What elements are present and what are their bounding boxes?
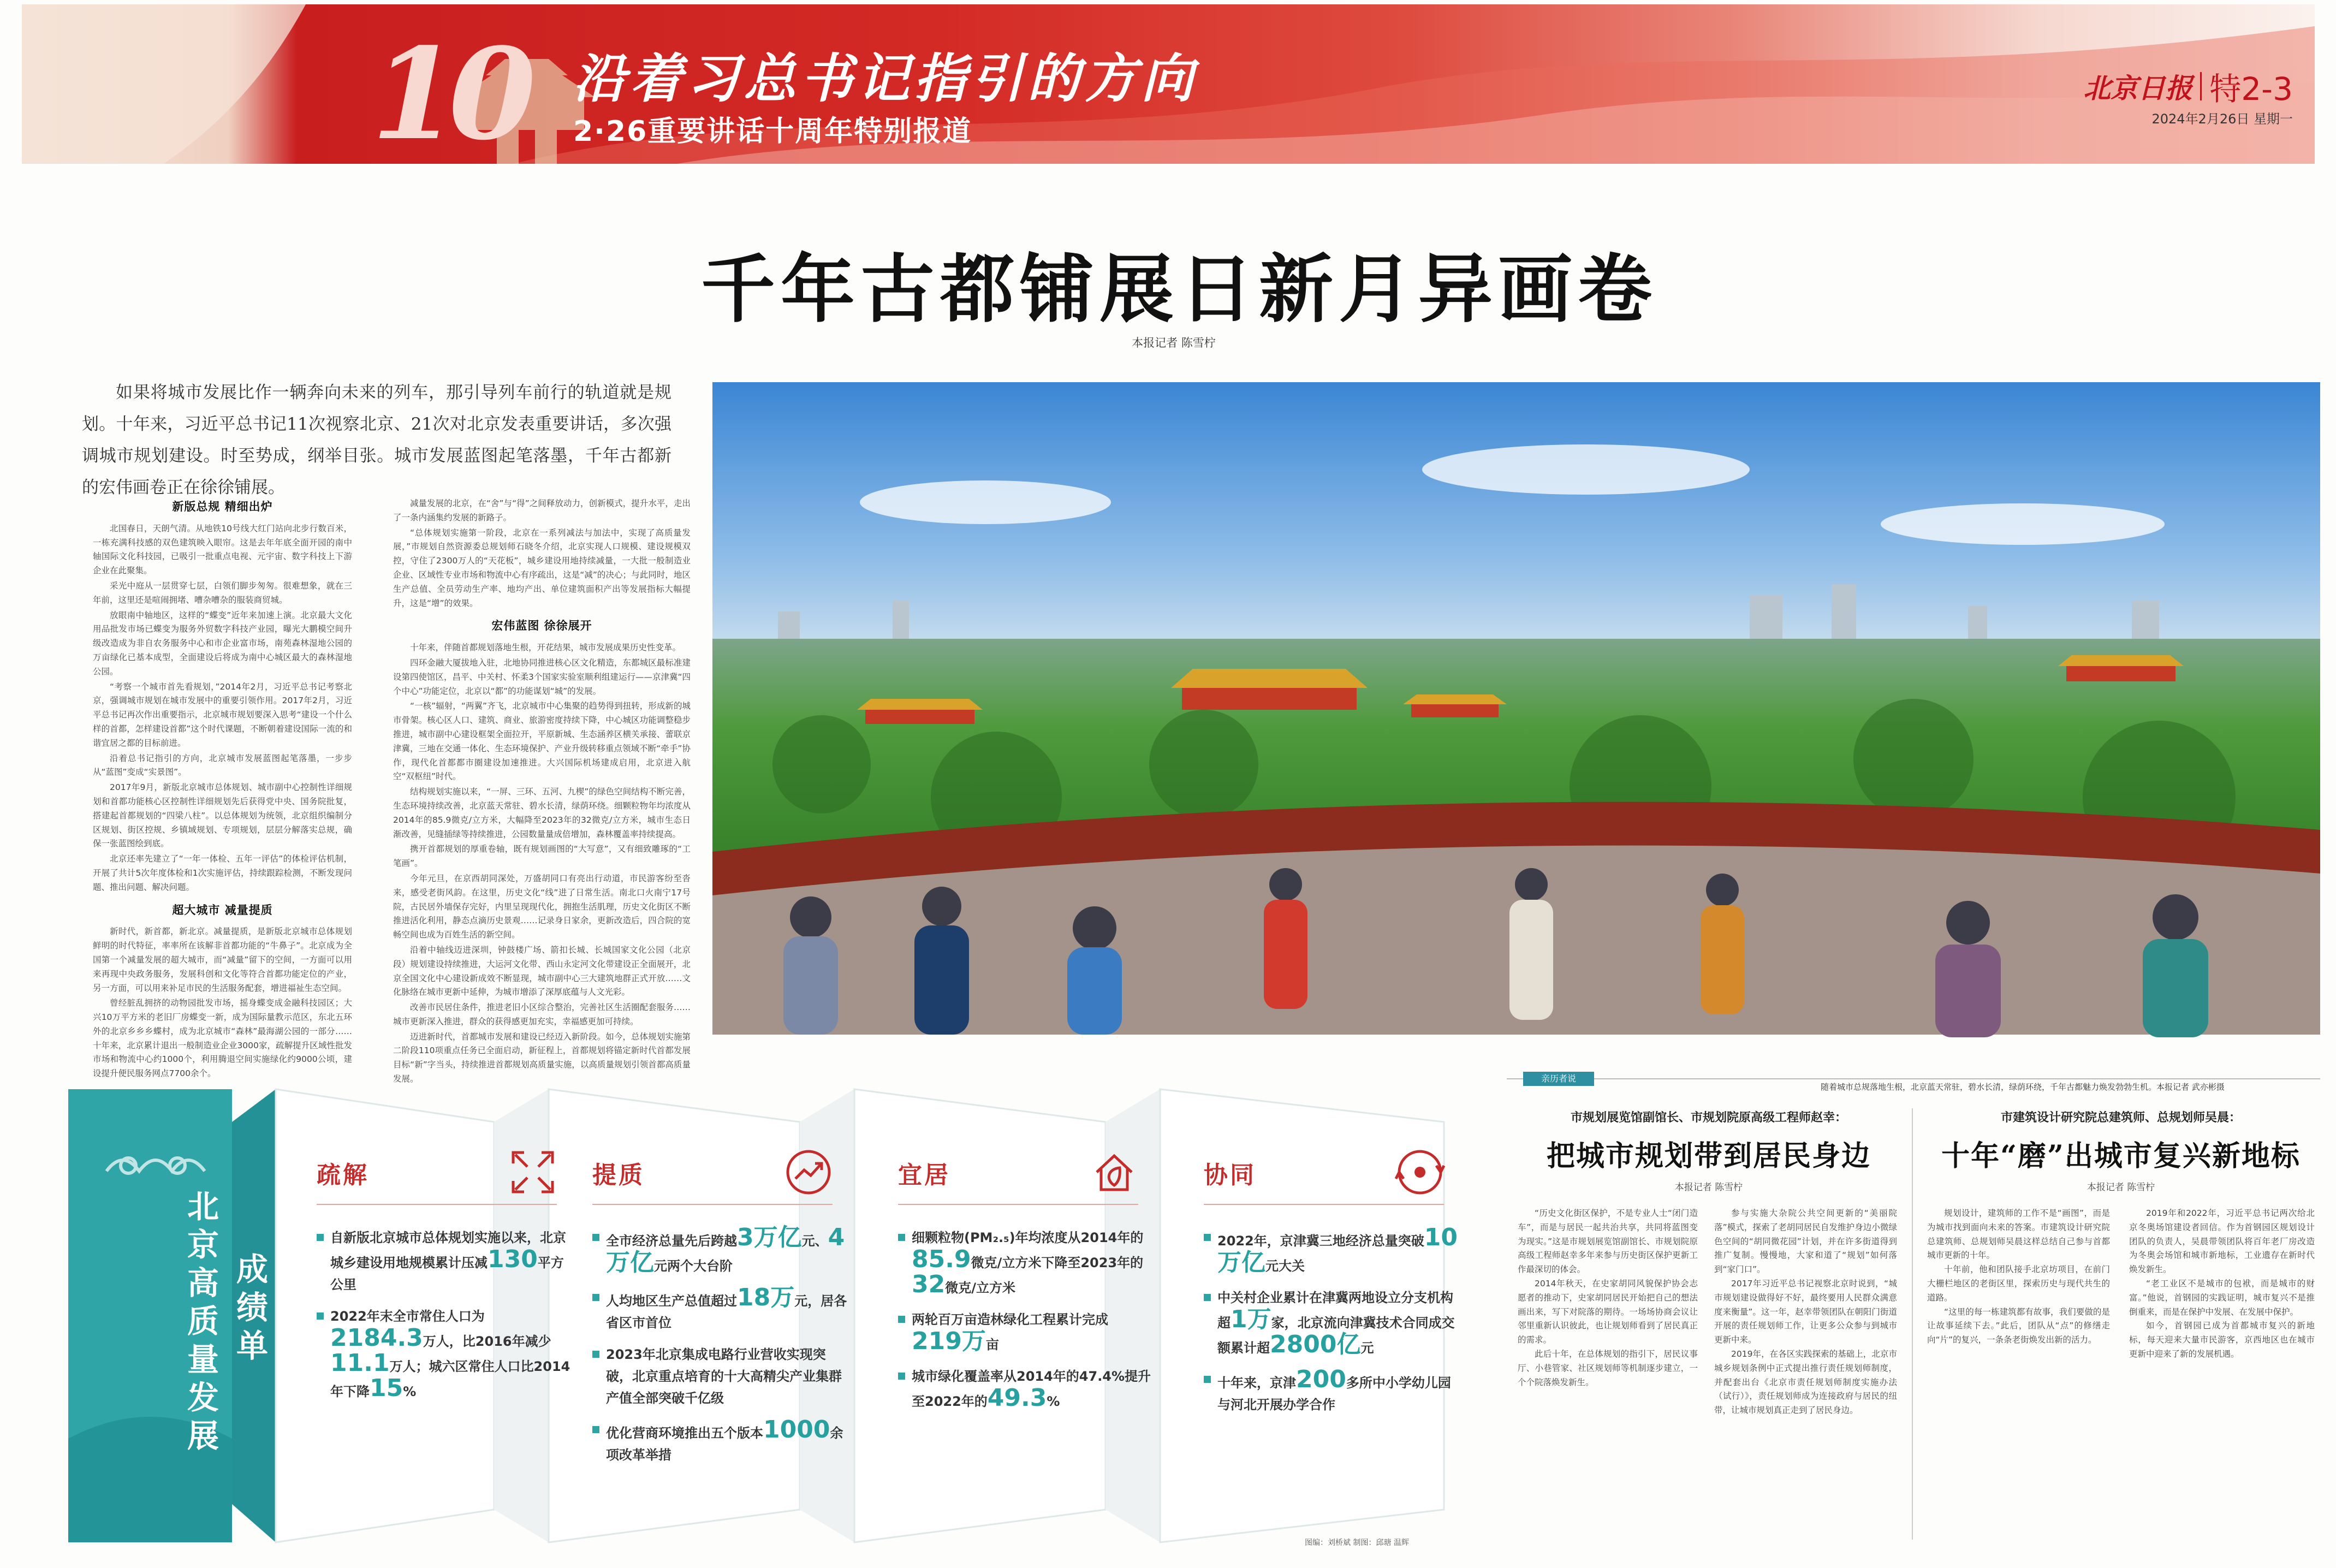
- interview-paragraph: 2014年秋天，在史家胡同风貌保护协会志愿者的推动下，史家胡同居民开始把自己的想法画出来，写下对院落的期待。一场场协商会议让邻里重新认识彼此，也让规划师看到了居民真正的需求。: [1518, 1278, 1698, 1345]
- achievement-phrase: 微克/立方米: [945, 1280, 1015, 1296]
- achievement-category: [592, 1149, 849, 1196]
- achievement-item: [898, 1227, 1155, 1299]
- body-paragraph: “考察一个城市首先看规划，”2014年2月，习近平总书记考察北京，强调城市规划在城市发展中的重要引领作用。2017年2月，习近平总书记再次作出重要指示，北京城市规划要深入思考“建设一个什么样的首都，怎样建设首都”这个时代课题，不断朝着建设国际一流的和谐宜居之都的目标前进。: [93, 681, 352, 748]
- interview-right-column-b: [2129, 1207, 2315, 1545]
- body-paragraph: 携开首都规划的厚重卷轴，既有规划画图的“大写意”，又有细致雕琢的“工笔画”。: [393, 844, 691, 869]
- achievement-figure: 11.1: [330, 1349, 390, 1377]
- headline: 千年古都铺展日新月异画卷: [701, 247, 1657, 333]
- panel-title: 北京高质量发展: [187, 1188, 219, 1454]
- forbidden-city-photo: [712, 382, 2320, 1035]
- achievement-phrase: 元: [1360, 1340, 1374, 1356]
- section-rule: [1507, 1078, 2320, 1079]
- body-paragraph: 四环金融大厦拔地入驻，北地协同推进核心区文化精造，东都城区最标准建设第四使馆区，昌平、中关村、怀柔3个国家实验室顺利组建运行——京津冀“四个中心”功能定位，北京以“都”的功能谋划“城”的发展。: [393, 657, 691, 696]
- category-label: 协同: [1204, 1161, 1256, 1189]
- interview-left-title: 把城市规划带到居民身边: [1546, 1139, 1871, 1173]
- achievement-figure: 3万亿: [737, 1223, 802, 1251]
- category-rule: [317, 1204, 557, 1205]
- body-paragraph: 北国春日，天朗气清。从地铁10号线大红门站向北步行数百米，一栋充满科技感的双色建筑映入眼帘。这是去年年底全面开园的南中轴国际文化科技园，已吸引一批重点电视、元宇宙、数字科技上下游企业在此聚集。: [93, 523, 352, 576]
- interview-left-subtitle: 市规划展览馆副馆长、市规划院原高级工程师赵幸：: [1570, 1111, 1847, 1125]
- achievement-figure: 18万: [737, 1284, 795, 1311]
- achievement-category: [317, 1149, 573, 1196]
- achievement-item: [898, 1309, 1155, 1356]
- body-paragraph: 改善市民居住条件，推进老旧小区综合整治，完善社区生活圈配套服务……城市更新深入推进，群众的获得感更加充实，幸福感更加可持续。: [393, 1002, 691, 1026]
- body-paragraph: 放眼南中轴地区，这样的“蝶变”近年来加速上演。北京最大文化用品批发市场已蝶变为服务外贸数字科技产业园，曝光大鹏模空间升级改造成为非自农务服务中心和市企业富市场，南苑森林湿地公园的万亩绿化已基本成型，全面建设后将成为南中心城区最大的森林湿地公园。: [93, 610, 352, 676]
- achievement-figure: 2184.3: [330, 1324, 423, 1352]
- interview-right-title: 十年“磨”出城市复兴新地标: [1941, 1139, 2301, 1173]
- interview-paragraph: “历史文化街区保护，不是专业人士“闭门造车”，而是与居民一起共治共享，共同将蓝图变为现实。”这是市规划展览馆副馆长、市规划院原高级工程师赵幸多年来参与历史街区保护更新工作最深切的体会。: [1518, 1208, 1698, 1275]
- body-paragraph: 北京还率先建立了“一年一体检、五年一评估”的体检评估机制，开展了共计5次年度体检和1次实施评估，持续跟踪检测，不断发现问题、推出问题、解决问题。: [93, 854, 352, 892]
- achievement-phrase: 城市绿化覆盖率从2014年的47.4%提升至2022年的: [912, 1369, 1151, 1409]
- section-tag: 亲历者说: [1523, 1072, 1594, 1086]
- interview-left-byline: 本报记者 陈雪柠: [1674, 1182, 1743, 1193]
- interview-paragraph: 规划设计，建筑师的工作不是“画图”，而是为城市找到面向未来的答案。市建筑设计研究院总建筑师、总规划师吴晨这样总结自己参与首都城市更新的十年。: [1927, 1208, 2110, 1261]
- green-home-icon: [1089, 1147, 1139, 1197]
- category-rule: [592, 1204, 833, 1205]
- bullet-icon: [592, 1234, 599, 1241]
- masthead-divider: [2200, 72, 2202, 100]
- section-heading: 超大城市 减量提质: [172, 903, 273, 917]
- body-paragraph: 减量发展的北京，在“舍”与“得”之间释放动力，创新模式，提升水平，走出了一条内涵集约发展的新路子。: [393, 498, 691, 522]
- achievement-phrase: 元，居各省区市首位: [606, 1293, 847, 1331]
- banner-slogan: 沿着习总书记指引的方向: [573, 47, 1198, 109]
- achievement-phrase: 2023年北京集成电路行业营收实现突破，北京重点培育的十大高精尖产业集群产值全部突破千亿级: [606, 1347, 842, 1406]
- achievement-text: [330, 1227, 573, 1296]
- newspaper-logo: 北京日报: [2083, 72, 2193, 104]
- achievement-figure: 32: [912, 1270, 946, 1298]
- achievement-phrase: 万人，比2016年减少: [423, 1334, 551, 1349]
- achievement-figure: 130: [488, 1245, 538, 1273]
- achievement-phrase: 中关村企业累计在津冀两地设立分支机构超: [1217, 1290, 1453, 1331]
- expand-arrows-icon: [508, 1147, 558, 1197]
- achievement-figure: 1000: [763, 1416, 830, 1444]
- interview-paragraph: 如今，首钢园已成为首都城市复兴的新地标，每天迎来大量市民游客，京西地区也在城市更新中迎来了新的发展机遇。: [2129, 1321, 2315, 1359]
- dateline: 2024年2月26日 星期一: [2151, 111, 2293, 127]
- category-label: 宜居: [898, 1161, 950, 1189]
- achievement-text: [606, 1416, 849, 1466]
- byline: 本报记者 陈雪柠: [1132, 336, 1216, 349]
- photo-caption: 随着城市总规落地生根，北京蓝天常驻，碧水长清，绿荫环绕，千年古都魅力焕发勃勃生机。本报记者 武亦彬摄: [1821, 1082, 2225, 1092]
- body-paragraph: “一核”辐射，“两翼”齐飞，北京城市中心集聚的趋势得到扭转，形成新的城市骨架。核心区人口、建筑、商业、旅游密度持续下降，中心城区功能调整稳步推进，城市副中心建设框架全面拉开，平原新城、生态涵养区横关承接、蕾联京津冀，三地在交通一体化、生态环境保护、产业升级转移重点领域不断“牵手”协作，现代化首都都市圈建设加速推进。大兴国际机场建成启用，北京进入航空“双枢纽”时代。: [393, 701, 691, 782]
- achievement-phrase: 元大关: [1265, 1258, 1305, 1274]
- achievement-figure: 4万亿: [606, 1223, 845, 1276]
- bullet-icon: [898, 1234, 905, 1241]
- graphic-credit: 图编：刘桥斌 制图：邱瑭 温辉: [1305, 1539, 1409, 1547]
- interview-left-column-a: [1518, 1207, 1698, 1545]
- bullet-icon: [317, 1234, 324, 1241]
- achievement-phrase: 优化营商环境推出五个版本: [606, 1426, 763, 1441]
- interview-paragraph: 此后十年，在总体规划的指引下，居民议事厅、小巷管家、社区规划师等机制逐步建立，一个个院落焕发新生。: [1518, 1349, 1698, 1387]
- achievement-phrase: 两轮百万亩造林绿化工程累计完成: [912, 1312, 1108, 1327]
- achievement-figure: 15: [370, 1374, 403, 1402]
- bullet-icon: [592, 1351, 599, 1358]
- achievement-figure: 1万: [1231, 1305, 1271, 1333]
- bullet-icon: [1204, 1376, 1211, 1383]
- achievement-category: [1204, 1149, 1460, 1196]
- interview-paragraph: 2019年和2022年，习近平总书记两次给北京冬奥场馆建设者回信。作为首钢园区规划设计团队的负责人，吴晨带领团队将百年老厂房改造为冬奥会场馆和城市新地标，工业遗存在新时代焕发新生。: [2129, 1208, 2315, 1275]
- achievement-item: [317, 1305, 573, 1403]
- achievement-phrase: 自新版北京城市总体规划实施以来，北京城乡建设用地规模累计压减: [330, 1230, 566, 1270]
- achievement-phrase: 余项改革举措: [606, 1426, 843, 1463]
- achievement-text: [1217, 1223, 1460, 1277]
- category-rule: [1204, 1204, 1444, 1205]
- achievement-text: [606, 1284, 849, 1334]
- masthead: [2083, 63, 2293, 109]
- section-heading: 宏伟蓝图 徐徐展开: [491, 619, 592, 633]
- achievement-text: [1217, 1287, 1460, 1359]
- cycle-arrows-icon: [1395, 1147, 1445, 1197]
- achievement-phrase: %: [1047, 1394, 1060, 1409]
- interview-paragraph: “老工业区不是城市的包袱，而是城市的财富。”他说，首钢园的实践证明，城市复兴不是推倒重来，而是在保护中发展、在发展中保护。: [2129, 1278, 2315, 1317]
- category-label: 疏解: [317, 1161, 369, 1189]
- achievement-item: [592, 1344, 849, 1409]
- achievement-phrase: 细颗粒物(PM₂.₅)年均浓度从2014年的: [912, 1230, 1144, 1245]
- body-paragraph: “总体规划实施第一阶段，北京在一系列减法与加法中，实现了高质量发展，”市规划自然资源委总规划师石晓冬介绍，北京实现人口规模、建设规模双控，守住了2300万人的“天花板”，城乡建设用地持续减量，一大批一般制造业企业、区域性专业市场和物流中心有序疏出，这是“减”的决心；与此同时，地区生产总值、全员劳动生产率、地均产出、单位建筑面积产出等发展指标大幅提升，这是“增”的效果。: [393, 527, 691, 608]
- panel-subtitle: 成绩单: [236, 1251, 268, 1364]
- achievement-figure: 10万亿: [1217, 1223, 1458, 1276]
- bullet-icon: [317, 1312, 324, 1320]
- body-paragraph: 十年来，伴随首都规划落地生根，开花结果，城市发展成果历史性变革。: [410, 643, 681, 653]
- body-paragraph: 沿着总书记指引的方向，北京城市发展蓝图起笔落墨，一步步从“蓝图”变成“实景图”。: [93, 753, 352, 777]
- achievement-phrase: 家，北京流向津冀技术合同成交额累计超: [1217, 1315, 1455, 1356]
- interview-right-column-a: [1927, 1207, 2110, 1545]
- article-column-2: [393, 497, 691, 1084]
- trend-chart-icon: [783, 1147, 834, 1197]
- achievement-phrase: %: [403, 1384, 417, 1399]
- interview-paragraph: “这里的每一栋建筑都有故事，我们要做的是让故事延续下去。”此后，团队从“点”的修缮走向“片”的复兴，一条条老街焕发出新的活力。: [1927, 1306, 2110, 1345]
- achievement-phrase: 亩: [985, 1337, 999, 1352]
- achievement-phrase: 2022年，京津冀三地经济总量突破: [1217, 1233, 1424, 1249]
- achievement-column: [317, 1149, 573, 1412]
- body-paragraph: 沿着中轴线迈进深圳，钟鼓楼广场、箭扣长城、长城国家文化公园（北京段）规划建设持续推进，大运河文化带、西山永定河文化带建设正全面展开，北京全国文化中心建设新成效不断显现，城市副中心三大建筑地群正式开放……文化脉络在城市更新中延伸，为城市增添了深厚底蕴与人文光彩。: [393, 945, 691, 997]
- achievement-phrase: 十年来，京津: [1217, 1375, 1296, 1391]
- banner-subtitle: 2·26重要讲话十周年特别报道: [573, 115, 972, 148]
- achievement-phrase: 多所中小学幼儿园与河北开展办学合作: [1217, 1375, 1451, 1412]
- achievement-column: [1204, 1149, 1460, 1426]
- achievement-text: [912, 1227, 1155, 1299]
- achievements-panel: [68, 1089, 1458, 1542]
- bullet-icon: [1204, 1294, 1211, 1301]
- achievement-figure: 2800亿: [1270, 1331, 1361, 1358]
- achievement-item: [592, 1284, 849, 1334]
- interview-right-byline: 本报记者 陈雪柠: [2087, 1182, 2155, 1193]
- bullet-icon: [592, 1294, 599, 1301]
- achievement-column: [592, 1149, 849, 1476]
- category-label: 提质: [592, 1161, 645, 1189]
- achievement-item: [1204, 1365, 1460, 1416]
- body-paragraph: 迈进新时代，首都城市发展和建设已经迈入新阶段。如今，总体规划实施第二阶段110项重点任务已全面启动，新征程上，首都规划将锚定新时代首都发展目标“新”字当头，持续推进首都规划高质量实施，以高质量规划引领首都高质量发展。: [393, 1031, 691, 1084]
- achievement-phrase: 微克/立方米下降至2023年的: [971, 1255, 1144, 1270]
- interview-paragraph: 2017年习近平总书记视察北京时说到，“城市规划建设做得好不好，最终要用人民群众满意度来衡量”。这一年，赵幸带领团队在朝阳门街道开展的责任规划师工作，让更多公众参与到城市更新中来。: [1714, 1278, 1897, 1345]
- achievement-figure: 85.9: [912, 1245, 971, 1273]
- achievement-item: [592, 1416, 849, 1466]
- achievement-column: [898, 1149, 1155, 1422]
- achievement-item: [592, 1223, 849, 1277]
- achievement-item: [898, 1365, 1155, 1412]
- achievement-phrase: 人均地区生产总值超过: [606, 1293, 737, 1309]
- section-heading: 新版总规 精细出炉: [172, 500, 273, 513]
- body-paragraph: 新时代，新首都，新北京。减量提质，是新版北京城市总体规划鲜明的时代特征，率率所在该解非首都功能的“牛鼻子”。北京成为全国第一个减量发展的超大城市，而“减量”留下的空间，一方面可以用来再现中央政务服务，发展科创和文化等符合首都功能定位的产业，另一方面，可以用来补足市民的生活服务配套，增进福祉生态空间。: [93, 926, 352, 993]
- column-divider: [1912, 1108, 1913, 1540]
- article-column-1: [93, 491, 352, 1079]
- anniversary-number: 10: [371, 21, 527, 168]
- achievement-phrase: 元两个大台阶: [654, 1258, 733, 1274]
- achievement-figure: 200: [1296, 1365, 1346, 1393]
- achievement-text: [606, 1223, 849, 1277]
- achievement-category: [898, 1149, 1155, 1196]
- page-number: 特2-3: [2209, 70, 2293, 108]
- body-paragraph: 今年元旦，在京西胡同深处，万盛胡同口有亮出行动道，市民游客纷至沓来，感受老街风韵。在这里，历史文化“线”进了日常生活。南北口火南宁17号院，古民居外墙保存完好，内里呈现现代化，拥抱生活肌理，历史文化街区不断推进活化利用，静态点滴历史景观……记录身日家余，更新改造后，四合院的宽畅空间也成为百姓生活的新空间。: [393, 873, 691, 940]
- bullet-icon: [592, 1426, 599, 1433]
- interview-paragraph: 2019年，在各区实践探索的基础上，北京市城乡规划条例中正式提出推行责任规划师制度，并配套出台《北京市责任规划师制度实施办法（试行）》，责任规划师成为连接政府与居民的纽带，让城市规划真正走到了居民身边。: [1714, 1349, 1897, 1416]
- achievement-item: [1204, 1287, 1460, 1359]
- bullet-icon: [898, 1316, 905, 1323]
- body-paragraph: 2017年9月，新版北京城市总体规划、城市副中心控制性详细规划和首都功能核心区控制性详细规划先后获得党中央、国务院批复，搭建起首都规划的“四梁八柱”。以总体规划为统领，北京组织编制分区规划、街区控规、乡镇域规划、专项规划，层层分解落实总规，确保一张蓝图绘到底。: [93, 782, 352, 849]
- interview-right-subtitle: 市建筑设计研究院总建筑师、总规划师吴晨：: [2000, 1111, 2241, 1125]
- achievement-figure: 49.3: [987, 1384, 1047, 1412]
- achievement-phrase: 2022年末全市常住人口为: [330, 1309, 485, 1324]
- category-rule: [898, 1204, 1138, 1205]
- lead-paragraph: 如果将城市发展比作一辆奔向未来的列车，那引导列车前行的轨道就是规划。十年来，习近平总书记11次视察北京、21次对北京发表重要讲话，多次强调城市规划建设。时至势成，纲举目张。城市发展蓝图起笔落墨，千年古都新的宏伟画卷正在徐徐铺展。: [82, 383, 671, 497]
- interview-paragraph: 参与实施大杂院公共空间更新的“美丽院落”模式，探索了老胡同居民自发维护身边小微绿色空间的“胡同微花园”计划，并在许多街道得到推广复制。慢慢地，大家和道了“规划”如何落到“家门口”。: [1714, 1208, 1897, 1275]
- achievement-phrase: 元、: [801, 1233, 828, 1249]
- achievement-item: [1204, 1223, 1460, 1277]
- achievement-text: [912, 1309, 1155, 1356]
- achievement-item: [317, 1227, 573, 1296]
- bullet-icon: [1204, 1234, 1211, 1241]
- achievement-phrase: 全市经济总量先后跨越: [606, 1233, 737, 1249]
- achievement-text: [912, 1365, 1155, 1412]
- interview-paragraph: 十年前，他和团队接手北京坊项目，在前门大栅栏地区的老街区里，探索历史与现代共生的道路。: [1927, 1264, 2110, 1303]
- interview-left-column-b: [1714, 1207, 1897, 1545]
- body-paragraph: 曾经脏乱拥挤的动物园批发市场，摇身蝶变成金融科技园区；大兴10万平方米的老旧厂房蝶变一新，成为国际量教示范区，东北五环外的北京乡乡乡蝶村，成为北京城市“森林”最海湖公园的一部分……十年来，北京累计退出一般制造业企业3000家，疏解提升区域性批发市场和物流中心约1000个，利用腾退空间实施绿化约9000公顷，建设提升便民服务网点7700余个。: [93, 998, 352, 1079]
- achievement-text: [1217, 1365, 1460, 1416]
- report-banner: [22, 4, 2315, 168]
- achievement-phrase: 万人；城六区常住人口比2014年下降: [330, 1359, 570, 1399]
- body-paragraph: 采光中庭从一层贯穿七层，白领们脚步匆匆。很难想象，就在三年前，这里还是喧闹拥堵、嘈杂嘈杂的服装商贸城。: [93, 580, 352, 605]
- achievement-text: [330, 1305, 573, 1403]
- achievement-figure: 219万: [912, 1327, 986, 1355]
- achievement-phrase: 平方公里: [330, 1255, 564, 1292]
- bullet-icon: [898, 1373, 905, 1380]
- achievement-text: [606, 1344, 849, 1409]
- body-paragraph: 结构规划实施以来，“一屏、三环、五河、九楔”的绿色空间结构不断完善，生态环境持续改善，北京蓝天常驻、碧水长清，绿荫环绕。细颗粒物年均浓度从2014年的85.9微克/立方米，大幅降至2023年的32微克/立方米，城市生态日渐改善，见缝插绿等持续推进，公园数量量成倍增加，森林覆盖率持续提高。: [393, 787, 691, 839]
